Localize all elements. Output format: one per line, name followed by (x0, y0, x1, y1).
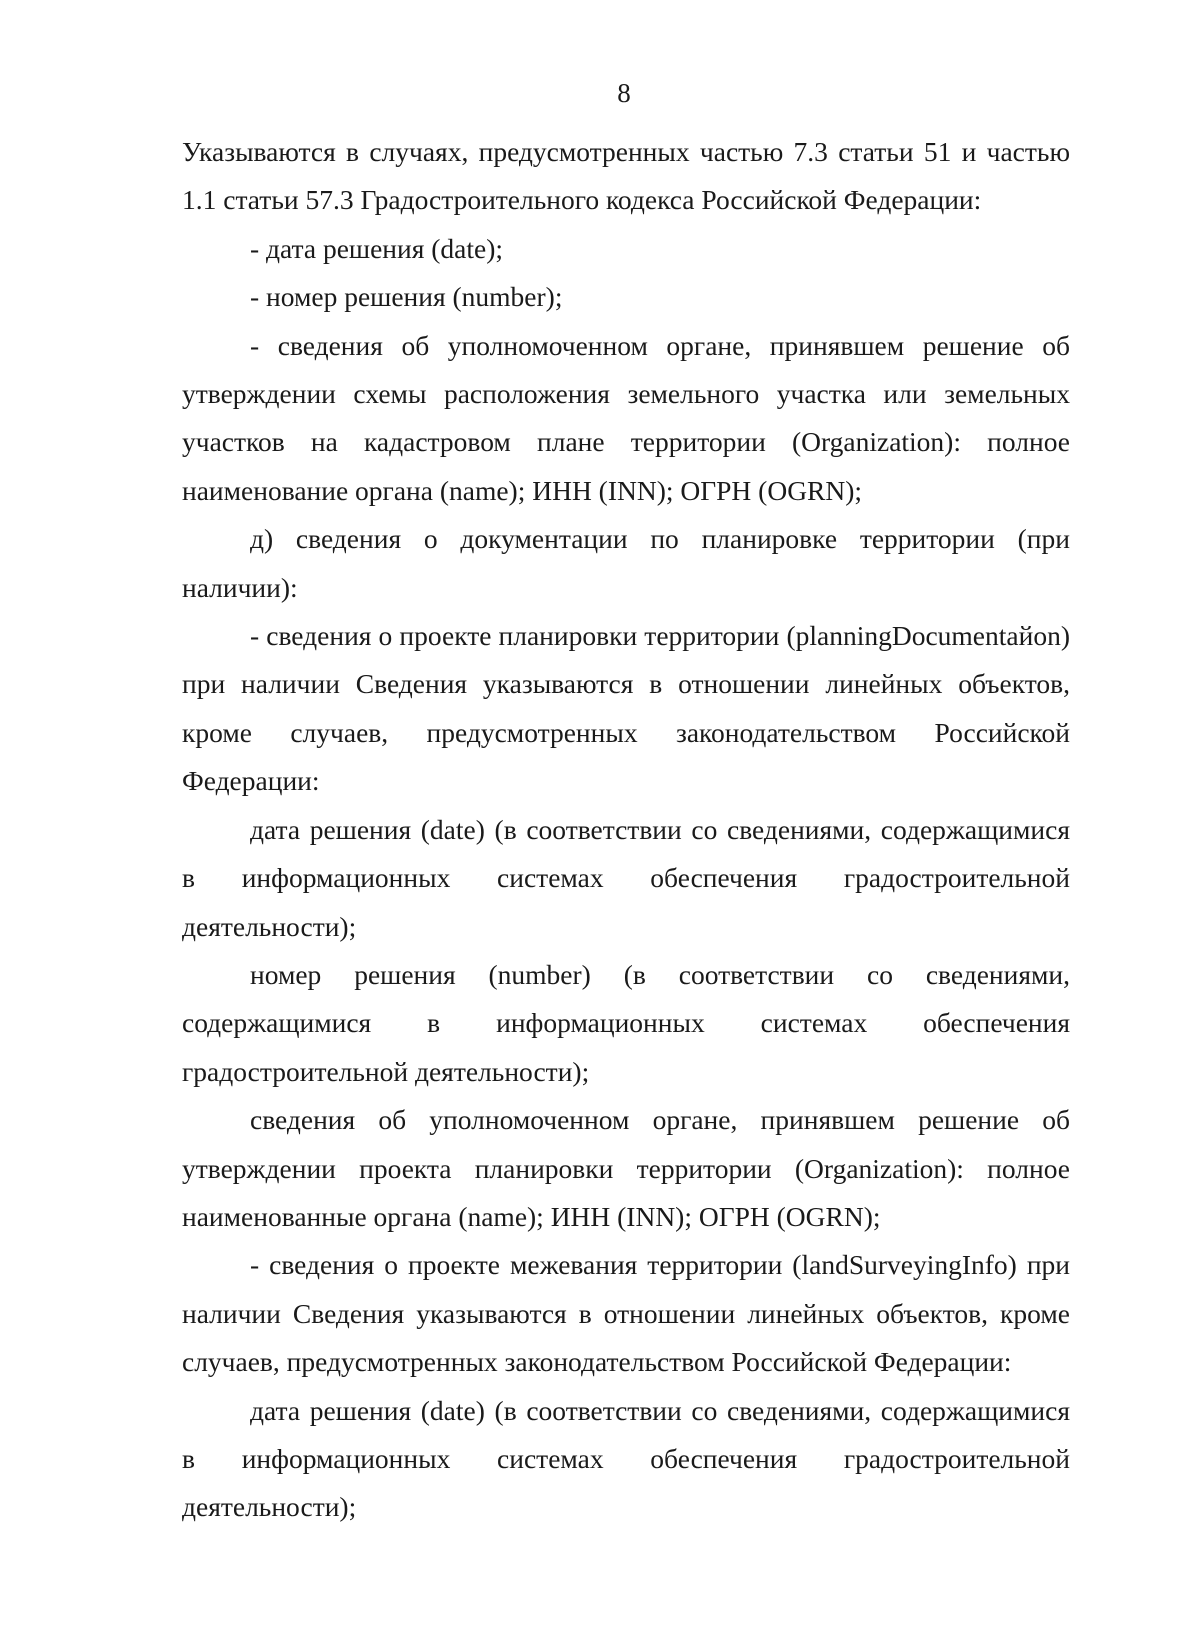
list-item-authority-scheme: - сведения об уполномоченном органе, принявшем решение об утверждении схемы расположения земельного участка или земельных участков на кадастровом плане территории (Organization): полное наименование органа (name); ИНН (INN); ОГРН (OGRN); (182, 329, 1070, 506)
paragraph-planning-documentation: д) сведения о документации по планировке территории (при наличии): (182, 523, 1070, 603)
paragraph-planning-decision-date: дата решения (date) (в соответствии со сведениями, содержащимися в информационных системах обеспечения градостроительной деятельности); (182, 813, 1070, 942)
paragraph-surveying-decision-date: дата решения (date) (в соответствии со сведениями, содержащимися в информационных системах обеспечения градостроительной деятельности); (182, 1394, 1070, 1523)
list-item-decision-date: - дата решения (date); (250, 232, 504, 264)
list-item-planning-project: - сведения о проекте планировки территории (planningDocumentaйon) при наличии Сведения указываются в отношении линейных объектов, кроме случаев, предусмотренных законодательством Российской Федерации: (182, 620, 1070, 797)
list-item-land-surveying-project: - сведения о проекте межевания территории (landSurveyingInfo) при наличии Сведения указываются в отношении линейных объектов, кроме случаев, предусмотренных законодательством Российской Федерации: (182, 1249, 1070, 1378)
paragraph-intro: Указываются в случаях, предусмотренных частью 7.3 статьи 51 и частью 1.1 статьи 57.3 Градостроительного кодекса Российской Федерации: (182, 136, 1070, 216)
document-body (182, 128, 1070, 1532)
paragraph-planning-authority: сведения об уполномоченном органе, принявшем решение об утверждении проекта планировки территории (Organization): полное наименованные органа (name); ИНН (INN); ОГРН (OGRN); (182, 1104, 1070, 1232)
page-number: 8 (617, 78, 631, 108)
list-item-decision-number: - номер решения (number); (250, 281, 563, 313)
paragraph-planning-decision-number: номер решения (number) (в соответствии со сведениями, содержащимися в информационных системах обеспечения градостроительной деятельности); (182, 958, 1070, 1087)
